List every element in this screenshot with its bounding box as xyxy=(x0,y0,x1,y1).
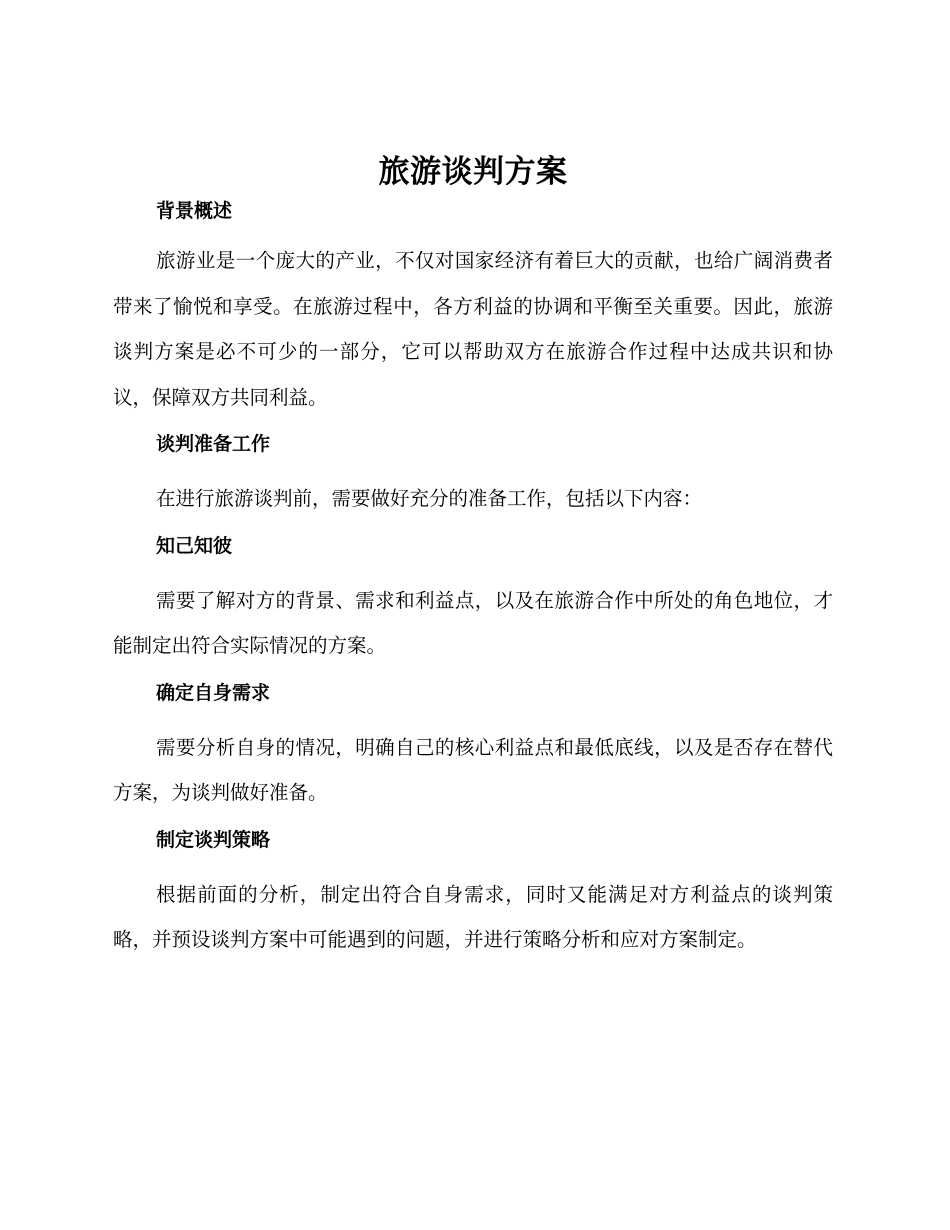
section-paragraph: 在进行旅游谈判前，需要做好充分的准备工作，包括以下内容： xyxy=(156,487,703,510)
section-know-both-sides xyxy=(113,533,833,669)
section-heading: 确定自身需求 xyxy=(156,681,271,704)
section-heading: 谈判准备工作 xyxy=(156,433,271,455)
section-preparation xyxy=(113,431,833,522)
section-own-needs xyxy=(113,680,833,816)
document-page xyxy=(113,150,833,963)
document-title: 旅游谈判方案 xyxy=(378,154,568,190)
section-paragraph: 旅游业是一个庞大的产业，不仅对国家经济有着巨大的贡献，也给广阔消费者带来了愉悦和享受。在旅游过程中，各方利益的协调和平衡至关重要。因此，旅游谈判方案是必不可少的一部分，它可以帮助双方在旅游合作过程中达成共识和协议，保障双方共同利益。 xyxy=(113,249,833,409)
section-paragraph: 根据前面的分析，制定出符合自身需求，同时又能满足对方利益点的谈判策略，并预设谈判方案中可能遇到的问题，并进行策略分析和应对方案制定。 xyxy=(113,882,833,951)
section-background xyxy=(113,198,833,420)
section-paragraph: 需要了解对方的背景、需求和利益点，以及在旅游合作中所处的角色地位，才能制定出符合实际情况的方案。 xyxy=(113,588,833,657)
section-paragraph: 需要分析自身的情况，明确自己的核心利益点和最低底线，以及是否存在替代方案，为谈判做好准备。 xyxy=(113,735,833,804)
section-heading: 制定谈判策略 xyxy=(156,828,271,851)
section-strategy xyxy=(113,827,833,963)
section-heading: 知己知彼 xyxy=(156,534,233,557)
section-heading: 背景概述 xyxy=(156,200,233,222)
